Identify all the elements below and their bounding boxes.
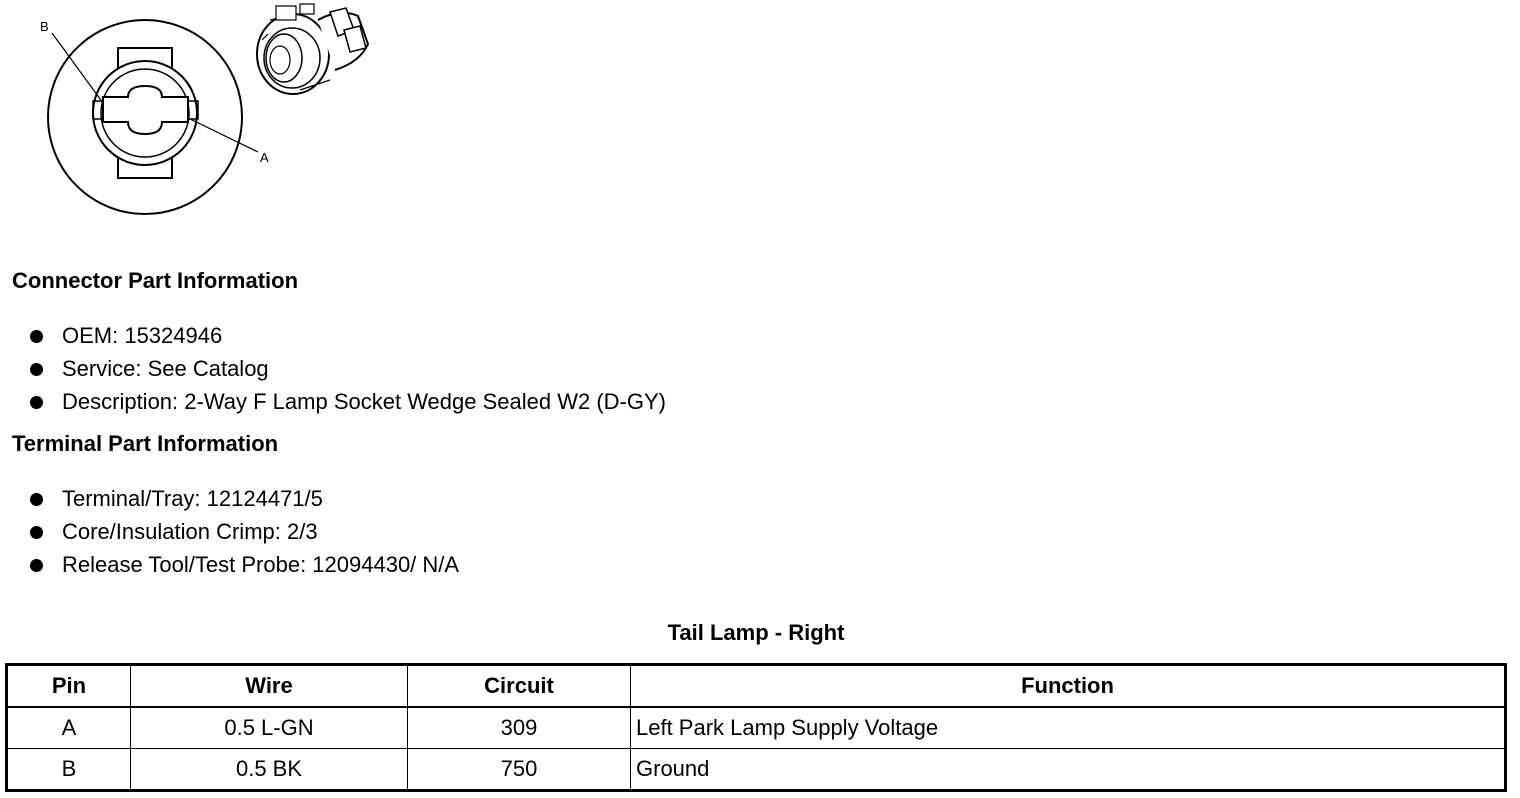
header-pin: Pin xyxy=(7,665,131,708)
callout-label-b: B xyxy=(40,19,49,34)
bullet-icon xyxy=(30,526,43,539)
terminal-section-title: Terminal Part Information xyxy=(12,431,279,456)
table-row xyxy=(7,707,1506,749)
connector-face-diagram xyxy=(0,0,380,220)
terminal-release-tool: Release Tool/Test Probe: 12094430/ N/A xyxy=(62,552,460,577)
pinout-table xyxy=(5,663,1507,792)
cell-pin: A xyxy=(7,707,131,749)
cell-wire: 0.5 L-GN xyxy=(131,707,408,749)
bullet-icon xyxy=(30,330,43,343)
connector-info-list xyxy=(0,325,666,424)
terminal-info-list xyxy=(0,488,459,587)
list-item xyxy=(0,325,666,358)
terminal-crimp: Core/Insulation Crimp: 2/3 xyxy=(62,519,318,544)
cell-wire: 0.5 BK xyxy=(131,749,408,791)
table-row xyxy=(7,749,1506,791)
cell-function: Ground xyxy=(631,749,1506,791)
list-item xyxy=(0,521,459,554)
list-item xyxy=(0,488,459,521)
connector-3d-view xyxy=(257,4,368,94)
list-item xyxy=(0,554,459,587)
cell-pin: B xyxy=(7,749,131,791)
list-item xyxy=(0,391,666,424)
list-item xyxy=(0,358,666,391)
table-header-row xyxy=(7,665,1506,708)
cell-function: Left Park Lamp Supply Voltage xyxy=(631,707,1506,749)
header-function: Function xyxy=(631,665,1506,708)
connector-oem: OEM: 15324946 xyxy=(62,323,223,348)
cell-circuit: 309 xyxy=(408,707,631,749)
cell-circuit: 750 xyxy=(408,749,631,791)
connector-description: Description: 2-Way F Lamp Socket Wedge Sealed W2 (D-GY) xyxy=(62,389,666,414)
bullet-icon xyxy=(30,559,43,572)
bullet-icon xyxy=(30,396,43,409)
callout-line-b xyxy=(52,33,103,103)
connector-service: Service: See Catalog xyxy=(62,356,269,381)
terminal-tray: Terminal/Tray: 12124471/5 xyxy=(62,486,323,511)
pinout-table-title: Tail Lamp - Right xyxy=(667,620,845,645)
bullet-icon xyxy=(30,363,43,376)
header-wire: Wire xyxy=(131,665,408,708)
callout-line-a xyxy=(188,118,258,152)
bullet-icon xyxy=(30,493,43,506)
connector-section-title: Connector Part Information xyxy=(12,268,299,293)
header-circuit: Circuit xyxy=(408,665,631,708)
callout-label-a: A xyxy=(260,150,269,165)
